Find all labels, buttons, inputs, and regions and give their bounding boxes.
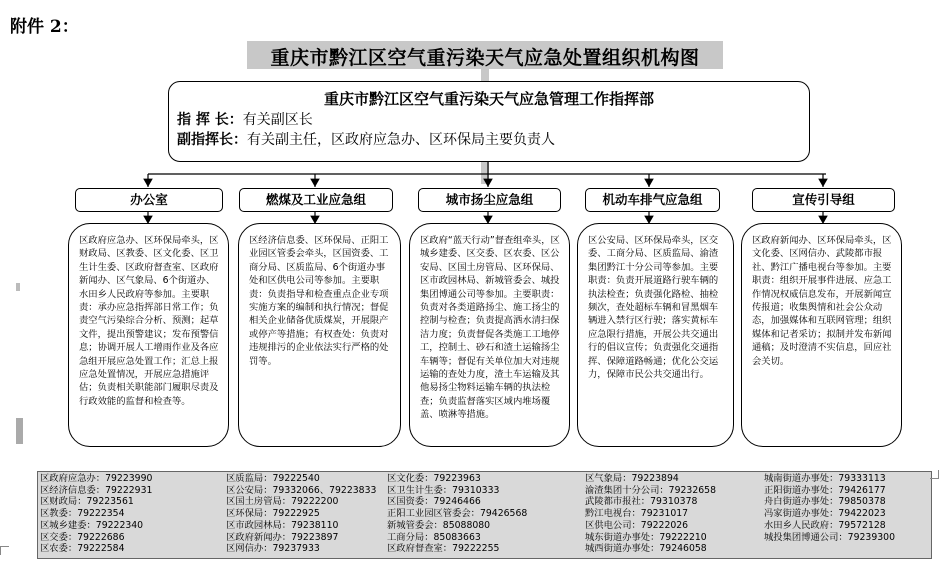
contact-entry: 区经济信息委：79222931	[40, 484, 153, 496]
contact-entry: 区教委：79222354	[40, 508, 125, 520]
attachment-label: 附件 2：	[10, 17, 79, 37]
contact-entry: 正阳街道办事处：79426177	[764, 484, 886, 496]
duty-office: 区政府应急办、区环保局牵头，区财政局、区教委、区文化委、区卫生计生委、区政府督查室、区政府新闻办、区气象局、6个街道办、水田乡人民政府等参加。主要职责：承办应急指挥部日常工作；负责空气污染综合分析、预测；起草文件，提出预警建议；发布预警信息；协调开展人工增雨作业及各应急组开展应急处置工作；汇总上报应急处置情况，开展应急措施评估；负责相关职能部门履职尽责及行政效能的监督和检查等。	[68, 223, 229, 447]
contact-entry: 武陵都市报社：79310378	[585, 496, 698, 508]
contact-entry: 工商分局：85083663	[387, 531, 481, 543]
contact-column-1	[40, 473, 152, 555]
contact-entry: 区政府新闻办：79223897	[226, 531, 339, 543]
contact-entry: 区农委：79222584	[40, 543, 125, 555]
headquarters-name: 重庆市黔江区空气重污染天气应急管理工作指挥部	[323, 90, 654, 108]
contact-entry: 城投集团博通公司：79239300	[764, 531, 895, 543]
duty-coal-industry: 区经济信息委、区环保局、正阳工业园区管委会牵头，区国资委、工商分局、区质监局、6个街道办事处和区供电公司等参加。主要职责：负责指导和检查重点企业专项实施方案的编制和执行情况；督促相关企业储备优质煤炭，开展限产或停产等措施；有权查处：负责对违规排污的企业依法实行严格的处罚等。	[238, 223, 401, 447]
contact-entry: 区政府督查室：79222255	[387, 543, 500, 555]
contact-entry: 冯家街道办事处：79422023	[764, 508, 886, 520]
contact-entry: 区公安局：79332066、79223833	[226, 484, 377, 496]
dept-vehicle-exhaust: 机动车排气应急组	[585, 188, 720, 212]
contact-table	[37, 471, 932, 559]
dept-coal-industry: 燃煤及工业应急组	[239, 188, 393, 212]
contact-entry: 舟白街道办事处：79850378	[764, 496, 886, 508]
contact-entry: 区供电公司：79222026	[585, 519, 689, 531]
contact-entry: 区国资委：79246466	[387, 496, 481, 508]
contact-entry: 渝渣集团十分公司：79232658	[585, 484, 716, 496]
contact-entry: 黔江电视台：79231017	[585, 508, 689, 520]
commander-label: 指 挥 长：	[177, 112, 243, 128]
contact-entry: 区气象局：79223894	[585, 473, 679, 484]
contact-entry: 区政府应急办：79223990	[40, 473, 153, 484]
contact-entry: 正阳工业园区管委会：79426568	[387, 508, 528, 520]
page-corner-mark	[0, 546, 9, 555]
contact-entry: 城南街道办事处：79333113	[764, 473, 886, 484]
commander-value: 有关副区长	[242, 112, 313, 128]
deputy-value: 有关副主任，区政府应急办、区环保局主要负责人	[247, 132, 555, 148]
dept-city-dust: 城市扬尘应急组	[418, 188, 561, 212]
duty-vehicle-exhaust: 区公安局、区环保局牵头，区交委、工商分局、区质监局、渝渣集团黔江十分公司等参加。主要职责：负责开展道路行驶车辆的执法检查；负责强化路检、抽检频次，查处超标车辆和冒黑烟车辆进入禁行区行驶；落实黄标车应急限行措施，开展公共交通出行的倡议宣传；负责强化交通指挥、保障道路畅通；优化公交运力，保障市民公共交通出行。	[577, 223, 734, 447]
contact-entry: 区网信办：79237933	[226, 543, 320, 555]
contact-entry: 区财政局：79223561	[40, 496, 134, 508]
contact-entry: 水田乡人民政府：79572128	[764, 519, 886, 531]
page-title: 重庆市黔江区空气重污染天气应急处置组织机构图	[270, 47, 700, 69]
contact-entry: 城东街道办事处：79222210	[585, 531, 707, 543]
contact-entry: 区环保局：79222925	[226, 508, 320, 520]
contact-entry: 区市政园林局：79238110	[226, 519, 339, 531]
contact-entry: 区城乡建委：79222340	[40, 519, 144, 531]
contact-entry: 新城管委会：85088080	[387, 519, 491, 531]
contact-entry: 区文化委：79223963	[387, 473, 481, 484]
dept-office: 办公室	[75, 188, 223, 212]
page-corner-mark	[930, 470, 939, 479]
duty-publicity: 区政府新闻办、区环保局牵头，区文化委、区网信办、武陵都市报社、黔江广播电视台等参加。主要职责：组织开展事件进展、应急工作情况权威信息发布，开展新闻宣传报道；收集舆情和社会公众动态，加强媒体和互联网管理；组织媒体和记者采访；拟制并发布新闻通稿；及时澄清不实信息，回应社会关切。	[741, 223, 902, 447]
contact-entry: 区国土房管局：79222200	[226, 496, 339, 508]
contact-column-3	[387, 473, 527, 555]
dept-publicity: 宣传引导组	[752, 188, 895, 212]
contact-entry: 区质监局：79222540	[226, 473, 320, 484]
deputy-label: 副指挥长：	[177, 132, 247, 148]
contact-column-4	[585, 473, 716, 555]
contact-column-5	[764, 473, 895, 543]
duty-city-dust: 区政府“蓝天行动”督查组牵头，区城乡建委、区交委、区农委、区公安局、区国土房管局、区环保局、区市政园林局、新城管委会、城投集团博通公司等参加。主要职责：负责对各类道路扬尘、施工扬尘的控制与检查；负责提高洒水清扫保洁力度；负责督促各类施工工地停工，控制土、砂石和渣土运输扬尘车辆等；督促有关单位加大对违规运输的查处力度，渣土车运输及其他易扬尘物料运输车辆的执法检查；负责监督落实区域内堆场覆盖、喷淋等措施。	[409, 223, 570, 447]
contact-entry: 区交委：79222686	[40, 531, 125, 543]
contact-column-2	[226, 473, 376, 555]
contact-entry: 区卫生计生委：79310333	[387, 484, 500, 496]
contact-entry: 城西街道办事处：79246058	[585, 543, 707, 555]
